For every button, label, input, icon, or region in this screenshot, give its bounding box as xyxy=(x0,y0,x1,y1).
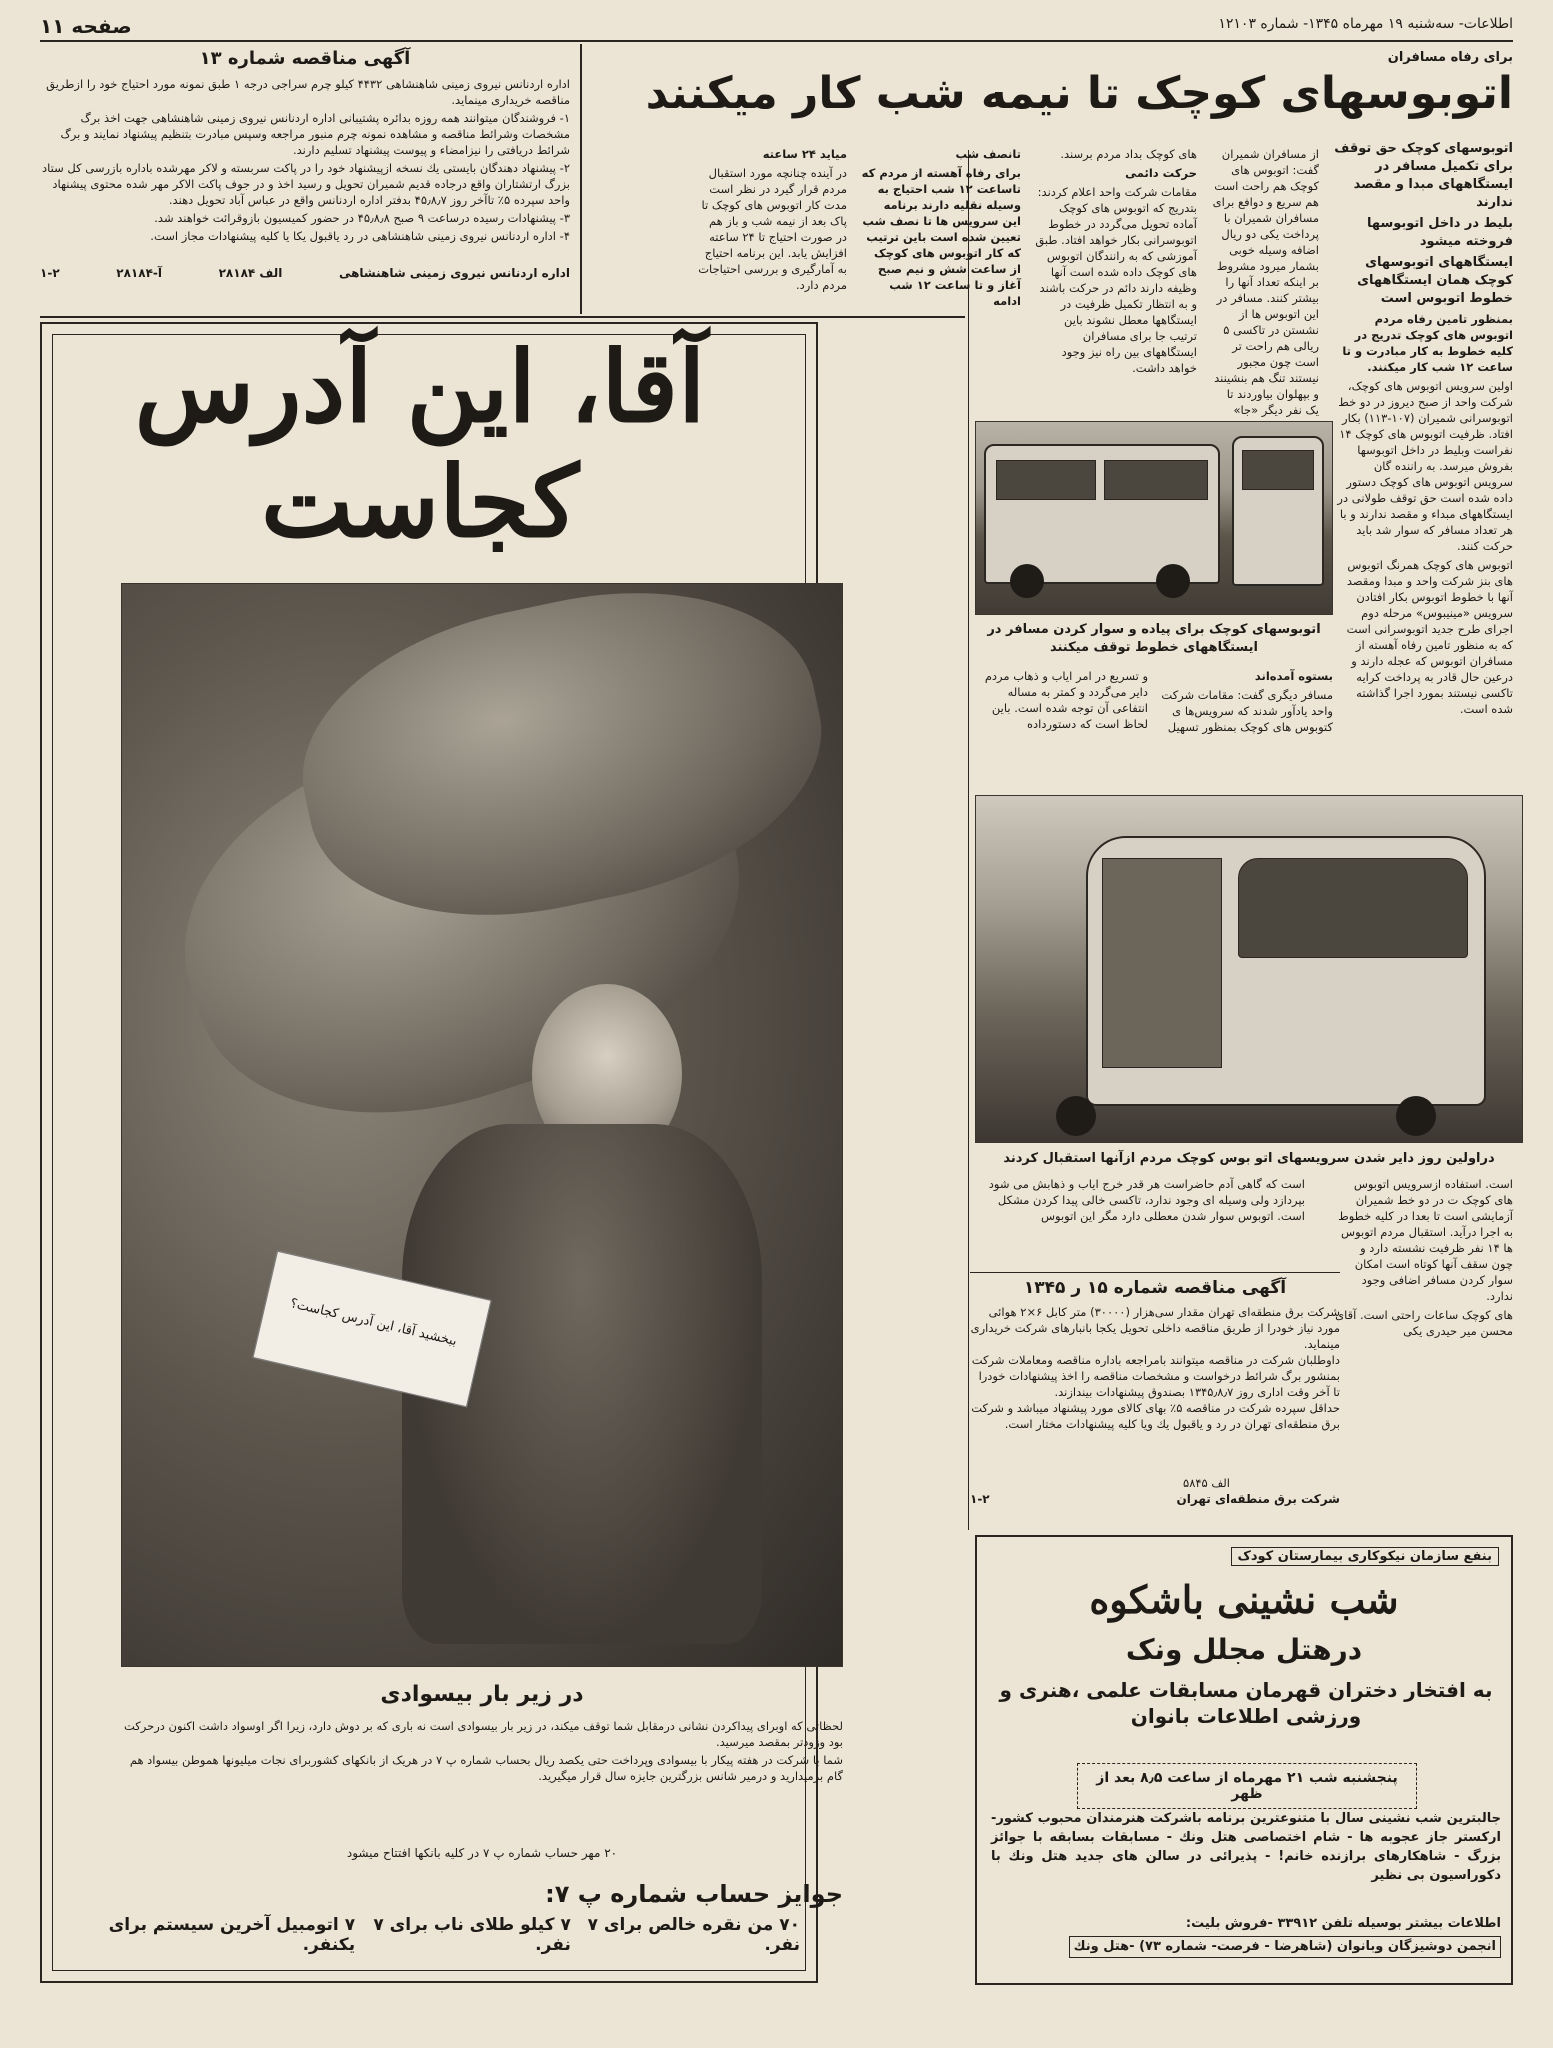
tender-13-para: ۴- اداره اردنانس نیروی زمینی شاهنشاهی در رد یاقبول یکا یا کلیه پیشنهادات مجاز است. xyxy=(150,229,570,243)
tender-15-seq: ۱-۲ xyxy=(970,1492,990,1506)
photo-2-story-b xyxy=(975,1176,1305,1227)
bus-photo-1 xyxy=(975,421,1333,615)
gala-ad-phone: اطلاعات بیشتر بوسیله تلفن ۳۳۹۱۲ -فروش بلیت: xyxy=(1185,1916,1501,1931)
bus-wheel xyxy=(1156,564,1190,598)
lead-col-5-subhead: میاید ۲۴ ساعته xyxy=(762,147,847,161)
photo-2-story-a xyxy=(1335,1176,1513,1342)
tender-15-para: حداقل سپرده شرکت در مناقصه ۵٪ بهای کالای مورد پیشنهاد میباشد و شرکت برق منطقه‌ای تهران در رد و یاقبول یك ویا کلیه پیشنهادات مختار است. xyxy=(971,1401,1340,1431)
tender-13-para: ۲- پیشنهاد دهندگان بایستی یك نسخه ازپیشنهاد خود را در پاکت سربسته و لاکر مهرشده باداره بازرسی کل ستاد بزرگ ارتشتاران واقع درجاده قدیم شمیران تحویل و رسید اخذ و در جوف پاکت الاکر مهر شده محتوی پیشنهاد واحد سپرده ۵٪ تاآخر روز ۴۵٫۸٫۷ بدفتر اداره اردنانس واقع در عباس آباد تحویل دهند. xyxy=(42,161,570,207)
gala-ad-date: پنجشنبه شب ۲۱ مهرماه از ساعت ۸٫۵ بعد از ظهر xyxy=(1077,1763,1417,1809)
lead-bullet: اتوبوسهای کوچک حق توقف برای تکمیل مسافر در ایستگاههای مبدا و مقصد ندارند xyxy=(1334,141,1513,210)
gala-ad-sponsor: بنفع سازمان نیکوکاری بیمارستان کودک xyxy=(1231,1547,1499,1566)
address-note-text: ببخشید آقا، این آدرس کجاست؟ xyxy=(288,1296,459,1350)
tender-13-code: الف ۲۸۱۸۴ xyxy=(218,266,283,280)
gala-ad-venue: درهتل مجلل ونک xyxy=(1125,1633,1363,1666)
lead-bullet: بلیط در داخل اتوبوسها فروخته میشود xyxy=(1366,216,1513,249)
lead-col-1 xyxy=(1333,140,1513,720)
bus-wheel xyxy=(1056,1096,1096,1136)
tender-15-code: الف ۵۸۴۵ xyxy=(1183,1476,1230,1490)
bus-window xyxy=(1104,460,1208,500)
lead-col-1-para: اتوبوس های کوچک همرنگ اتوبوس های بنز شرکت واحد و مبدا ومقصد آنها با خطوط اتوبوس بکار افتادن سرویس «مینیبوس» مرحله دوم اجرای طرح جدید اتوبوسرانی است که به منظور تامین رفاه آهسته از مسافران اتوبوس که عجله دارند و درعین حال قادر به پرداخت کرایه تاکسی نیستند بمورد اجرا گذاشته شده است. xyxy=(1346,558,1513,716)
bus-wheel xyxy=(1010,564,1044,598)
bus-body xyxy=(1232,436,1324,586)
literacy-ad-subtitle: در زیر بار بیسوادی xyxy=(380,1682,584,1707)
gala-ad-description: جالبترین شب نشینی سال با متنوعترین برنامه باشرکت هنرمندان محبوب کشور- ارکستر جاز عجوبه ها - شام اختصاصی هتل ونك - مسابقات بسابقه با جوائز بزرگ - شاهکارهای برازنده خانم! - پذیرائی در سالن های جدید هتل ونك با دکوراسیون بی نظیر xyxy=(991,1811,1501,1883)
lead-headline: اتوبوسهای کوچک تا نیمه شب کار میکنند xyxy=(645,68,1513,119)
tender-15-signature xyxy=(970,1492,1340,1506)
lead-col-3-subhead: حرکت دائمی xyxy=(1125,166,1197,180)
lead-col-4 xyxy=(861,146,1021,312)
lead-col-5 xyxy=(697,146,847,296)
literacy-ad-para: لحظاتی که اوبرای پیداکردن نشانی درمقابل شما توقف میکند، در زیر بار بیسوادی است نه باری که بر دوش دارد، زیرا اگر اوسواد داشت اکنون درحرکت بود وزودتر بمقصد میرسید. xyxy=(124,1719,843,1749)
gala-ad-title: شب نشینی باشکوه xyxy=(1089,1577,1399,1622)
gala-ad-honor: به افتخار دختران قهرمان مسابقات علمی ،هنری و ورزشی اطلاعات بانوان xyxy=(999,1678,1493,1728)
bus-windshield xyxy=(1238,858,1468,958)
lead-col-3-para: مقامات شرکت واحد اعلام کردند: بتدریج که اتوبوس های کوچک آماده تحویل می‌گردد در خطوط اتوبوسرانی بکار خواهد افتاد. طبق آموزشی که به رانندگان اتوبوس های کوچک داده شده است آنها وظیفه دارند دائم در حرکت باشند و به انتظار تکمیل ظرفیت در ایستگاهها معطل نشوند باین ترتیب جا برای مسافران ایستگاههای بین راه نیز وجود خواهد داشت. xyxy=(1035,185,1197,375)
tender-13-para: ۳- پیشنهادات رسیده درساعت ۹ صبح ۴۵٫۸٫۸ در حضور کمیسیون بازوقرائت خواهند شد. xyxy=(154,211,570,225)
tender-13-signature xyxy=(40,266,570,280)
literacy-ad-opening-note: ۲۰ مهر حساب شماره پ ۷ در کلیه بانکها افتتاح میشود xyxy=(346,1846,618,1860)
photo-1-subhead: بستوه آمده‌اند xyxy=(1254,669,1333,683)
prizes-title: جوایز حساب شماره پ ۷: xyxy=(545,1880,843,1908)
lead-col-1-para: بمنظور تامین رفاه مردم اتوبوس های کوچک تدریج در کلیه خطوط به کار مبادرت و تا ساعت ۱۲ شب کار میکنند. xyxy=(1342,312,1513,374)
tender-13-issuer-code: آ-۲۸۱۸۴ xyxy=(116,266,162,280)
bus-window xyxy=(996,460,1096,500)
photo-2-text-b: است که گاهی آدم حاضراست هر قدر خرج ایاب و ذهابش می شود بپردازد ولی وسیله ای وجود ندارد، تاکسی خالی پیدا کردن مشکل است. اتوبوس سوار شدن معطلی دارد مگر این اتوبوس xyxy=(988,1177,1305,1223)
gala-ad-info xyxy=(991,1915,1501,1958)
lead-col-2-para: از مسافران شمیران گفت: اتوبوس های کوچک هم راحت است هم سریع و دوافع برای مسافران شمیران با پرداخت یکی دو ریال اضافه وسیله خوبی بشمار میرود مشروط بر اینکه تعداد آنها را بیشتر کنند. مسافر در این اتوبوس ها از نشستن در تاکسی ۵ ریالی هم راحت تر است چون مجبور نیستند تنگ هم بنشینند و بپهلوان بیاوردند تا یک نفر دیگر «جا» xyxy=(1212,147,1319,417)
column-rule-right xyxy=(968,150,969,1530)
prize-item: ۷ اتومبیل آخرین سیستم برای یکنفر. xyxy=(108,1915,356,1955)
lead-kicker: برای رفاه مسافران xyxy=(1387,50,1513,65)
photo-2-text: است. استفاده ازسرویس اتوبوس های کوچک ت در دو خط شمیران آزمایشی است تا بعدا در کلیه خطوط به اجرا درآید. استقبال مردم اتوبوس ها ۱۴ نفر ظرفیت نشسته دارد و چون سقف آنها کوتاه است امکان سوار کردن مسافر اضافی وجود ندارد. xyxy=(1338,1177,1513,1303)
lead-col-4-subhead: تانصف شب xyxy=(955,147,1021,161)
lead-col-1-para: اولین سرویس اتوبوس های کوچک، شرکت واحد از صبح دیروز در دو خط اتوبوسرانی شمیران (۱۰۷-۱۱۳) بکار افتاد. ظرفیت اتوبوس های کوچک ۱۴ نفراست وبلیط در داخل اتوبوسها بفروش میرسد. به راننده گان سرویس اتوبوس های کوچک دستور داده شده است حق توقف طولانی در ایستگاههای مبداء و مقصد ندارند و با هر تعداد مسافر که سوار شد باید حرکت کنند. xyxy=(1337,379,1513,553)
gala-ad-ticket-location: انجمن دوشیزگان وبانوان (شاهرضا - فرصت- شماره ۷۳) -هتل ونك xyxy=(1069,1936,1501,1958)
bus-photo-2 xyxy=(975,795,1523,1143)
tender-15-body xyxy=(970,1304,1340,1432)
literacy-ad-title: آقا، این آدرس کجاست xyxy=(134,330,706,560)
photo-1-text: مسافر دیگری گفت: مقامات شرکت واحد یادآور شدند که سرویس‌ها ی کتوبوس های کوچک بمنظور تسهیل و تسریع در امر ایاب و ذهاب مردم دایر می‌گردد و کمتر به مساله انتفاعی آن توجه شده است. باین لحاظ است که دستورداده xyxy=(984,669,1333,734)
column-rule-top xyxy=(580,44,582,314)
literacy-ad-photo xyxy=(121,583,843,1667)
lead-bullet: ایستگاههای اتوبوسهای کوچک همان ایستگاههای خطوط اتوبوس است xyxy=(1357,255,1513,306)
bus-photo-2-caption: دراولین روز دایر شدن سرویسهای اتو بوس کوچک مردم ازآنها استقبال کردند xyxy=(1003,1151,1495,1166)
tender-13-seq: ۱-۲ xyxy=(40,266,60,280)
literacy-ad-para: شما با شرکت در هفته پیکار با بیسوادی وپرداخت حتی یکصد ریال بحساب شماره پ ۷ در هریک از بانکهای کشوربرای نجات میلیونها هموطن بیسواد هم گام برمیدارید و درمیر شانس بزرگترین جایزه سال قرار میگیرید. xyxy=(129,1753,843,1783)
tender-15-para: شرکت برق منطقه‌ای تهران مقدار سی‌هزار (۳۰۰۰۰) متر کابل ۶×۲ هوائی مورد نیاز خودرا از طریق مناقصه داخلی تحویل یکجا بانبارهای شرکت خریداری مینماید. xyxy=(970,1305,1340,1351)
tender-15-para: داوطلبان شرکت در مناقصه میتوانند بامراجعه باداره مناقصه ومعاملات شرکت بمنشور برگ شرائط درخواست و مشخصات مناقصه را اخذ پیشنهادات خودرا تا آخر وقت اداری روز ۱۳۴۵٫۸٫۷ بصندوق پیشنهادات بیندازند. xyxy=(971,1353,1340,1399)
tender-13-para: اداره اردنانس نیروی زمینی شاهنشاهی ۴۴۳۲ کیلو چرم سراجی درجه ۱ طبق نمونه مورد احتیاج خود را ازطریق مناقصه خریداری مینماید. xyxy=(46,77,570,107)
prizes-list xyxy=(80,1915,800,1955)
tender-13-body xyxy=(40,76,570,246)
bus-photo-1-caption: اتوبوسهای کوچک برای پیاده و سوار کردن مسافر در ایستگاههای خطوط توقف میکنند xyxy=(987,622,1321,655)
lead-col-5-para: در آینده چنانچه مورد استقبال مردم قرار گیرد در نظر است مدت کار اتوبوس های کوچک تا پاک بعد از نیمه شب و باز هم در صورت احتیاج تا ۲۴ ساعته افزایش یابد. این برنامه احتیاج به آمارگیری و بررسی احتیاجات مردم دارد. xyxy=(698,166,847,292)
photo-2-text-c: های کوچک ساعات راحتی است. آقای محسن میر حیدری یکی xyxy=(1335,1308,1513,1338)
tender-15-title: آگهی مناقصه شماره ۱۵ ر ۱۳۴۵ xyxy=(1023,1278,1287,1298)
section-rule xyxy=(40,316,965,318)
prize-item: ۷ کیلو طلای ناب برای ۷ نفر. xyxy=(373,1915,571,1955)
bus-body xyxy=(984,444,1220,584)
lead-col-3-para: های کوچک بداد مردم برسند. xyxy=(1060,147,1197,161)
literacy-ad-body xyxy=(121,1718,843,1786)
tender-13-issuer: اداره اردنانس نیروی زمینی شاهنشاهی xyxy=(338,266,570,280)
photo-1-story xyxy=(975,668,1333,735)
lead-col-4-lead: برای رفاه آهسته از مردم که تاساعت ۱۲ شب احتیاج به وسیله نقلیه دارند برنامه این سرویس ها تا نصف شب تعیین شده است باین ترتیب که کار اتوبوس های کوچک از ساعت شش و نیم صبح آغاز و تا ساعت ۱۲ شب ادامه xyxy=(861,166,1021,308)
masthead-rule xyxy=(40,40,1513,42)
issue-line: اطلاعات- سه‌شنبه ۱۹ مهرماه ۱۳۴۵- شماره ۱۲۱۰۳ xyxy=(1218,16,1513,32)
bus-body xyxy=(1086,836,1486,1106)
tender-13-para: ۱- فروشندگان میتوانند همه روزه بدائره پشتیبانی اداره اردنانس نیروی زمینی شاهنشاهی جهت اخذ برگ مشخصات وشرائط مناقصه و مشاهده نمونه چرم منبور مراجعه وسپس مبادرت بتنظیم پیشنهاد نمایند و برگ شرائط دریافتی را نیزامضاء و پیوست پیشنهاد تسلیم دارند. xyxy=(60,111,570,157)
bus-wheel xyxy=(1396,1096,1436,1136)
bus-window xyxy=(1242,450,1314,490)
tender-13-title: آگهی مناقصه شماره ۱۳ xyxy=(199,48,411,69)
tender-15-issuer: شرکت برق منطقه‌ای تهران xyxy=(1176,1492,1340,1506)
page-number: صفحه ۱۱ xyxy=(40,14,132,38)
tender-2-rule xyxy=(970,1272,1340,1273)
bus-door xyxy=(1102,858,1222,1068)
gala-ad xyxy=(975,1535,1513,1985)
prize-item: ۷۰ من نقره خالص برای ۷ نفر. xyxy=(587,1915,800,1955)
lead-col-3 xyxy=(1035,146,1197,379)
